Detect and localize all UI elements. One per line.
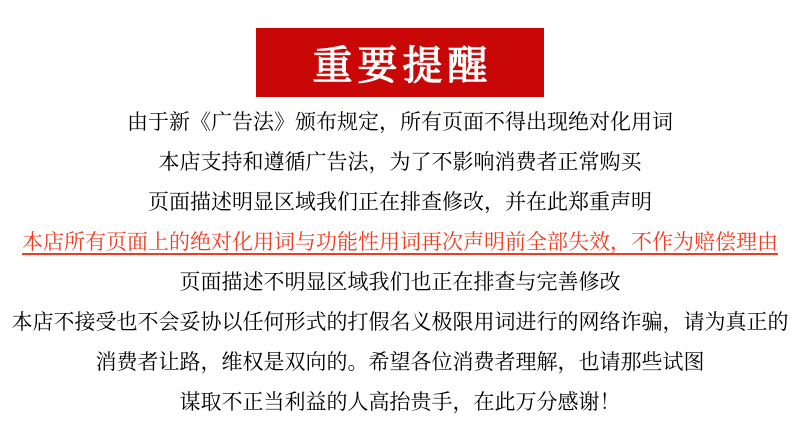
notice-line: 谋取不正当利益的人高抬贵手，在此万分感谢！ [179,391,621,414]
notice-line: 页面描述明显区域我们正在排查修改，并在此郑重声明 [148,191,652,214]
banner-title: 重要提醒 [312,44,493,88]
notice-line: 由于新《广告法》颁布规定，所有页面不得出现绝对化用词 [127,111,673,134]
notice-line: 消费者让路，维权是双向的。希望各位消费者理解，也请那些试图 [95,351,705,374]
notice-line: 本店支持和遵循广告法，为了不影响消费者正常购买 [158,151,642,174]
notice-body [0,103,800,423]
important-reminder-banner [256,28,544,97]
notice-line-highlighted: 本店所有页面上的绝对化用词与功能性用词再次声明前全部失效，不作为赔偿理由 [22,231,778,254]
notice-line: 本店不接受也不会妥协以任何形式的打假名义极限用词进行的网络诈骗，请为真正的 [11,311,789,334]
notice-line: 页面描述不明显区域我们也正在排查与完善修改 [179,271,621,294]
